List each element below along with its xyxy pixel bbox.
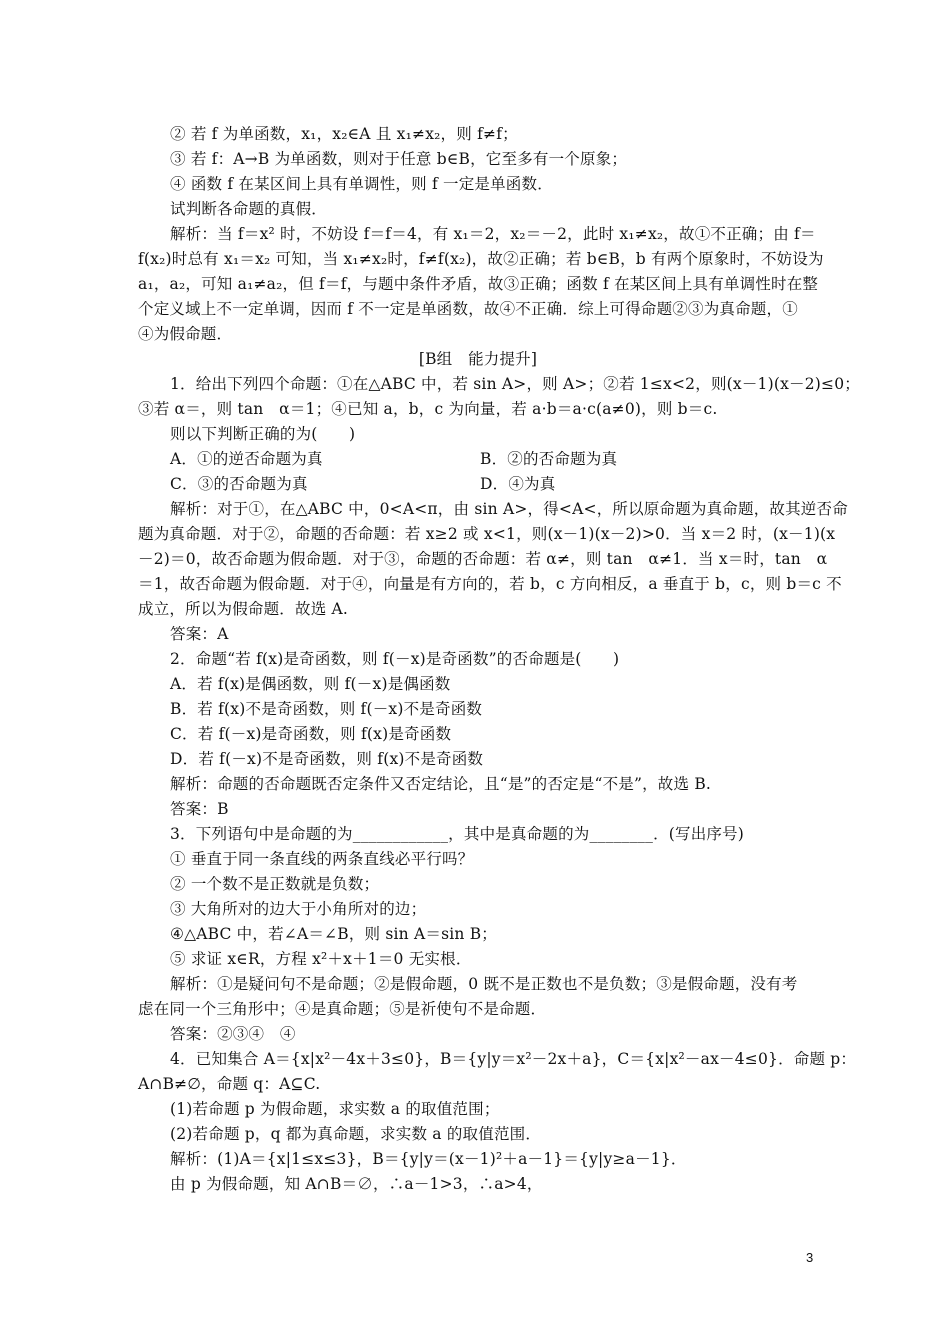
text-line: ④为假命题． xyxy=(138,325,233,343)
text-line: 解析：(1)A＝{x|1≤x≤3}，B＝{y|y＝(x－1)²＋a－1}＝{y|y≥a－1}． xyxy=(170,1150,687,1168)
section-heading: [B组 能力提升] xyxy=(418,350,538,368)
answer-line: 答案：B xyxy=(170,800,229,818)
text-line: 解析：对于①，在△ABC 中，0<A<π，由 sin A>，得<A<，所以原命题为真命题，故其逆否命 xyxy=(170,500,848,518)
text-line: ③ 若 f：A→B 为单函数，则对于任意 b∈B，它至多有一个原象； xyxy=(170,150,628,168)
text-line: 虑在同一个三角形中；④是真命题；⑤是祈使句不是命题． xyxy=(138,1000,547,1018)
text-line: ② 一个数不是正数就是负数； xyxy=(170,875,380,893)
text-line: A∩B≠∅，命题 q：A⊆C. xyxy=(138,1075,321,1093)
text-line: 个定义域上不一定单调，因而 f 不一定是单函数，故④不正确．综上可得命题②③为真命题，① xyxy=(138,300,798,318)
text-line: ③若 α＝，则 tan α＝1；④已知 a，b，c 为向量，若 a·b＝a·c(a≠0)，则 b＝c. xyxy=(138,400,718,418)
text-line: 题为真命题．对于②，命题的否命题：若 x≥2 或 x<1，则(x－1)(x－2)>0．当 x＝2 时，(x－1)(x xyxy=(138,525,836,543)
question-2: 2．命题“若 f(x)是奇函数，则 f(－x)是奇函数”的否命题是( ) xyxy=(170,650,620,668)
option-row xyxy=(170,449,818,469)
option-d: D．④为真 xyxy=(480,475,556,493)
text-line: 解析：①是疑问句不是命题；②是假命题，0 既不是正数也不是负数；③是假命题，没有考 xyxy=(170,975,798,993)
text-line: (2)若命题 p，q 都为真命题，求实数 a 的取值范围． xyxy=(170,1125,542,1143)
text-line: 则以下判断正确的为( ) xyxy=(170,425,356,443)
page-number: 3 xyxy=(806,1250,814,1265)
answer-line: 答案：A xyxy=(170,625,229,643)
text-line: ④△ABC 中，若∠A＝∠B，则 sin A＝sin B； xyxy=(170,925,497,943)
option-d: D．若 f(－x)不是奇函数，则 f(x)不是奇函数 xyxy=(170,750,484,768)
text-line: ＝1，故否命题为假命题．对于④，向量是有方向的，若 b，c 方向相反，a 垂直于 b，c，则 b＝c 不 xyxy=(138,575,842,593)
question-4: 4．已知集合 A＝{x|x²－4x＋3≤0}，B＝{y|y＝x²－2x＋a}，C＝{x|x²－ax－4≤0}．命题 p： xyxy=(170,1050,857,1068)
option-row xyxy=(170,474,818,494)
text-line: －2)＝0，故否命题为假命题．对于③，命题的否命题：若 α≠，则 tan α≠1．当 x＝时，tan α xyxy=(138,550,828,568)
option-c: C．③的否命题为真 xyxy=(170,475,308,493)
text-line: ① 垂直于同一条直线的两条直线必平行吗？ xyxy=(170,850,474,868)
answer-line: 答案：②③④ ④ xyxy=(170,1025,296,1043)
question-1: 1．给出下列四个命题：①在△ABC 中，若 sin A>，则 A>；②若 1≤x<2，则(x－1)(x－2)≤0； xyxy=(170,375,860,393)
option-b: B．若 f(x)不是奇函数，则 f(－x)不是奇函数 xyxy=(170,700,483,718)
text-line: ⑤ 求证 x∈R，方程 x²＋x＋1＝0 无实根． xyxy=(170,950,472,968)
text-line: a₁，a₂，可知 a₁≠a₂，但 f＝f，与题中条件矛盾，故③正确；函数 f 在某区间上具有单调性时在整 xyxy=(138,275,819,293)
text-line: ③ 大角所对的边大于小角所对的边； xyxy=(170,900,427,918)
text-line: 试判断各命题的真假． xyxy=(170,200,328,218)
question-3: 3．下列语句中是命题的为____________，其中是真命题的为________．(写出序号) xyxy=(170,825,745,843)
text-line: 解析：当 f＝x² 时，不妨设 f＝f＝4，有 x₁＝2，x₂＝－2，此时 x₁≠x₂，故①不正确；由 f＝ xyxy=(170,225,816,243)
text-line: 由 p 为假命题，知 A∩B＝∅，∴a－1>3，∴a>4， xyxy=(170,1175,543,1193)
text-line: 成立，所以为假命题．故选 A. xyxy=(138,600,349,618)
text-line: (1)若命题 p 为假命题，求实数 a 的取值范围； xyxy=(170,1100,500,1118)
option-a: A．①的逆否命题为真 xyxy=(170,450,323,468)
option-a: A．若 f(x)是偶函数，则 f(－x)是偶函数 xyxy=(170,675,451,693)
text-line: 解析：命题的否命题既否定条件又否定结论，且“是”的否定是“不是”，故选 B. xyxy=(170,775,712,793)
option-c: C．若 f(－x)是奇函数，则 f(x)是奇函数 xyxy=(170,725,452,743)
text-line: f(x₂)时总有 x₁＝x₂ 可知，当 x₁≠x₂时，f≠f(x₂)，故②正确；若 b∈B，b 有两个原象时，不妨设为 xyxy=(138,250,824,268)
text-line: ② 若 f 为单函数，x₁，x₂∈A 且 x₁≠x₂，则 f≠f； xyxy=(170,125,518,143)
option-b: B．②的否命题为真 xyxy=(480,450,618,468)
text-line: ④ 函数 f 在某区间上具有单调性，则 f 一定是单函数． xyxy=(170,175,553,193)
